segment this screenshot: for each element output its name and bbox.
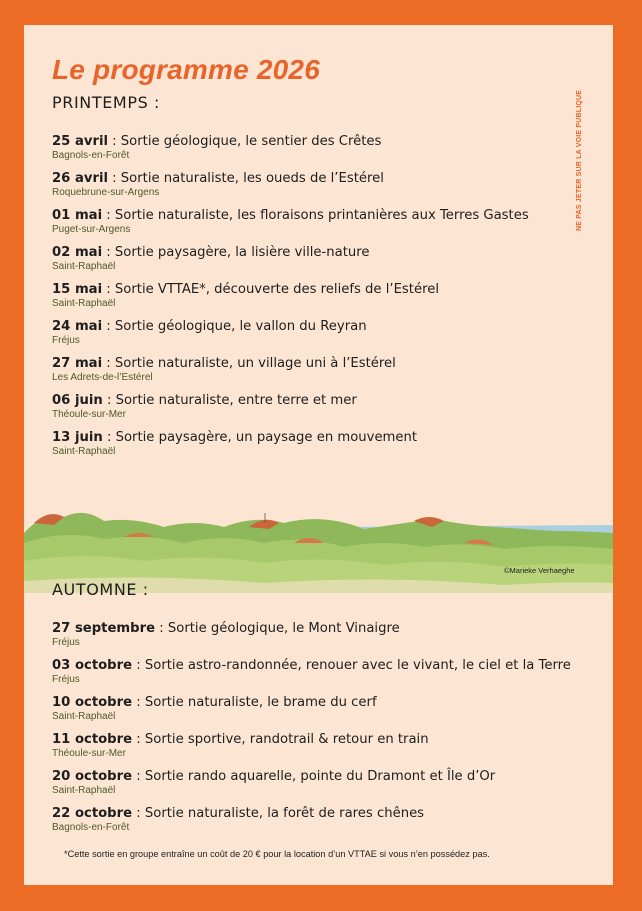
event-line — [52, 207, 529, 224]
event-description: : Sortie VTTAE*, découverte des reliefs de l’Estérel — [102, 282, 439, 297]
event-date: 25 avril — [52, 134, 108, 149]
event-item — [52, 207, 529, 236]
event-date: 22 octobre — [52, 806, 133, 821]
event-item — [52, 392, 529, 421]
event-date: 27 mai — [52, 356, 103, 371]
event-line — [52, 731, 571, 748]
footnote: *Cette sortie en groupe entraîne un coût de 20 € pour la location d’un VTTAE si vous n’en possédez pas. — [64, 849, 490, 859]
event-place: Saint-Raphaël — [52, 261, 116, 272]
event-line — [52, 805, 571, 822]
event-line — [52, 244, 529, 261]
event-place: Saint-Raphaël — [52, 446, 116, 457]
event-date: 24 mai — [52, 319, 103, 334]
event-description: : Sortie naturaliste, les oueds de l’Estérel — [107, 171, 384, 186]
event-date: 26 avril — [52, 171, 108, 186]
event-line — [52, 768, 571, 785]
event-item — [52, 133, 529, 162]
event-line — [52, 355, 529, 372]
event-line — [52, 318, 529, 335]
event-item — [52, 429, 529, 458]
event-item — [52, 318, 529, 347]
event-item — [52, 355, 529, 384]
event-place: Bagnols-en-Forêt — [52, 150, 130, 161]
event-date: 10 octobre — [52, 695, 133, 710]
event-item — [52, 281, 529, 310]
spring-heading: PRINTEMPS : — [52, 93, 161, 112]
event-date: 15 mai — [52, 282, 103, 297]
event-item — [52, 805, 571, 834]
event-date: 27 septembre — [52, 621, 156, 636]
program-card — [24, 25, 613, 885]
event-place: Bagnols-en-Forêt — [52, 822, 130, 833]
autumn-event-list — [52, 620, 571, 842]
event-description: : Sortie géologique, le vallon du Reyran — [102, 319, 367, 334]
vertical-note: NE PAS JETER SUR LA VOIE PUBLIQUE — [576, 89, 583, 231]
event-item — [52, 170, 529, 199]
event-description: : Sortie astro-randonnée, renouer avec le vivant, le ciel et la Terre — [132, 658, 571, 673]
event-place: Les Adrets-de-l’Estérel — [52, 372, 153, 383]
event-description: : Sortie rando aquarelle, pointe du Dramont et Île d’Or — [132, 769, 496, 784]
autumn-heading: AUTOMNE : — [52, 580, 149, 599]
event-place: Puget-sur-Argens — [52, 224, 131, 235]
page-title: Le programme 2026 — [52, 54, 320, 85]
event-line — [52, 281, 529, 298]
event-line — [52, 694, 571, 711]
event-place: Saint-Raphaël — [52, 785, 116, 796]
event-description: : Sortie naturaliste, la forêt de rares chênes — [132, 806, 425, 821]
event-line — [52, 392, 529, 409]
event-date: 13 juin — [52, 430, 103, 445]
event-description: : Sortie naturaliste, le brame du cerf — [132, 695, 377, 710]
event-item — [52, 694, 571, 723]
event-place: Fréjus — [52, 674, 80, 685]
event-place: Saint-Raphaël — [52, 711, 116, 722]
event-line — [52, 429, 529, 446]
event-date: 20 octobre — [52, 769, 133, 784]
event-item — [52, 657, 571, 686]
event-description: : Sortie naturaliste, entre terre et mer — [102, 393, 357, 408]
event-place: Fréjus — [52, 335, 80, 346]
illustration-credit: ©Marieke Verhaeghe — [504, 566, 575, 575]
event-description: : Sortie géologique, le Mont Vinaigre — [155, 621, 400, 636]
event-description: : Sortie sportive, randotrail & retour en train — [132, 732, 429, 747]
event-place: Saint-Raphaël — [52, 298, 116, 309]
event-place: Roquebrune-sur-Argens — [52, 187, 160, 198]
event-item — [52, 768, 571, 797]
event-line — [52, 170, 529, 187]
event-item — [52, 244, 529, 273]
event-line — [52, 657, 571, 674]
event-line — [52, 620, 571, 637]
event-description: : Sortie paysagère, un paysage en mouvement — [102, 430, 418, 445]
event-date: 03 octobre — [52, 658, 133, 673]
spring-event-list — [52, 133, 529, 466]
event-description: : Sortie géologique, le sentier des Crêtes — [107, 134, 382, 149]
event-description: : Sortie paysagère, la lisière ville-nature — [102, 245, 370, 260]
event-item — [52, 620, 571, 649]
event-date: 02 mai — [52, 245, 103, 260]
event-line — [52, 133, 529, 150]
event-description: : Sortie naturaliste, un village uni à l’Estérel — [102, 356, 396, 371]
event-date: 01 mai — [52, 208, 103, 223]
event-place: Théoule-sur-Mer — [52, 409, 126, 420]
event-item — [52, 731, 571, 760]
event-place: Fréjus — [52, 637, 80, 648]
event-description: : Sortie naturaliste, les floraisons printanières aux Terres Gastes — [102, 208, 529, 223]
event-date: 06 juin — [52, 393, 103, 408]
event-place: Théoule-sur-Mer — [52, 748, 126, 759]
event-date: 11 octobre — [52, 732, 133, 747]
